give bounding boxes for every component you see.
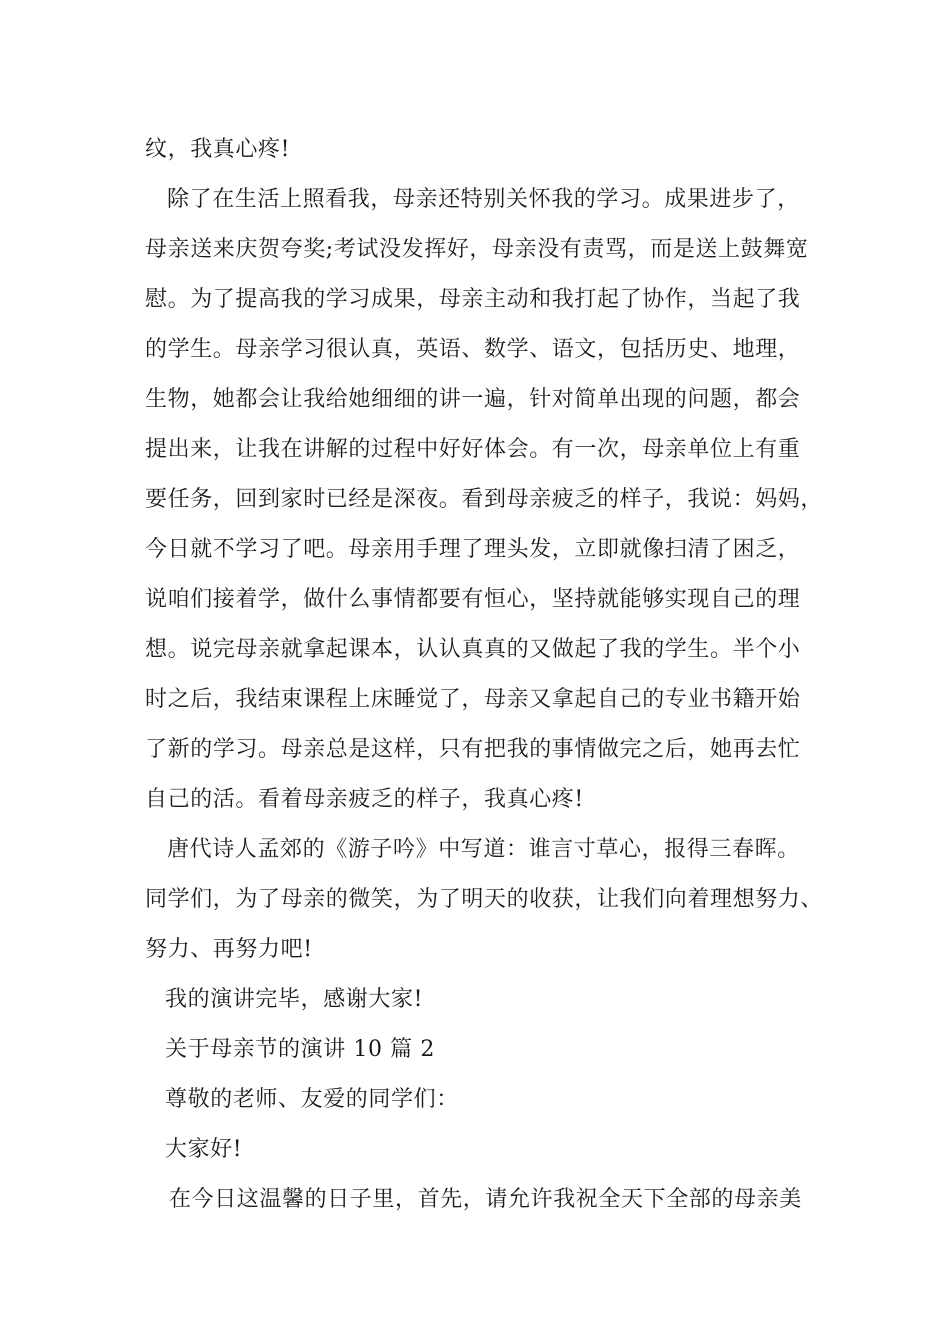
text-line: 要任务，回到家时已经是深夜。看到母亲疲乏的样子，我说：妈妈， — [145, 487, 824, 512]
text-line: 纹，我真心疼! — [145, 137, 291, 162]
text-line: 努力、再努力吧! — [145, 937, 313, 962]
paragraph-start-line: 唐代诗人孟郊的《游子吟》中写道：谁言寸草心，报得三春晖。 — [167, 837, 800, 862]
text-line: 慰。为了提高我的学习成果，母亲主动和我打起了协作，当起了我 — [145, 287, 801, 312]
text-line: 说咱们接着学，做什么事情都要有恒心，坚持就能够实现自己的理 — [145, 587, 801, 612]
text-line: 的学生。母亲学习很认真，英语、数学、语文，包括历史、地理， — [145, 337, 801, 362]
text-line: 自己的活。看着母亲疲乏的样子，我真心疼! — [145, 787, 584, 812]
salutation-line: 尊敬的老师、友爱的同学们： — [165, 1087, 459, 1112]
text-line: 了新的学习。母亲总是这样，只有把我的事情做完之后，她再去忙 — [145, 737, 801, 762]
text-line: 母亲送来庆贺夸奖;考试没发挥好，母亲没有责骂，而是送上鼓舞宽 — [145, 237, 809, 262]
paragraph-start-line: 在今日这温馨的日子里，首先，请允许我祝全天下全部的母亲美 — [169, 1187, 802, 1212]
paragraph-start-line: 我的演讲完毕，感谢大家! — [165, 987, 424, 1012]
text-line: 生物，她都会让我给她细细的讲一遍，针对简单出现的问题，都会 — [145, 387, 801, 412]
text-line: 时之后，我结束课程上床睡觉了，母亲又拿起自己的专业书籍开始 — [145, 687, 801, 712]
text-line: 同学们，为了母亲的微笑，为了明天的收获，让我们向着理想努力、 — [145, 887, 824, 912]
text-line: 提出来，让我在讲解的过程中好好体会。有一次，母亲单位上有重 — [145, 437, 801, 462]
text-line: 今日就不学习了吧。母亲用手理了理头发，立即就像扫清了困乏， — [145, 537, 801, 562]
section-heading: 关于母亲节的演讲 10 篇 2 — [165, 1037, 435, 1062]
paragraph-start-line: 除了在生活上照看我，母亲还特别关怀我的学习。成果进步了， — [167, 187, 800, 212]
greeting-line: 大家好! — [165, 1137, 243, 1162]
text-line: 想。说完母亲就拿起课本，认认真真的又做起了我的学生。半个小 — [145, 637, 801, 662]
